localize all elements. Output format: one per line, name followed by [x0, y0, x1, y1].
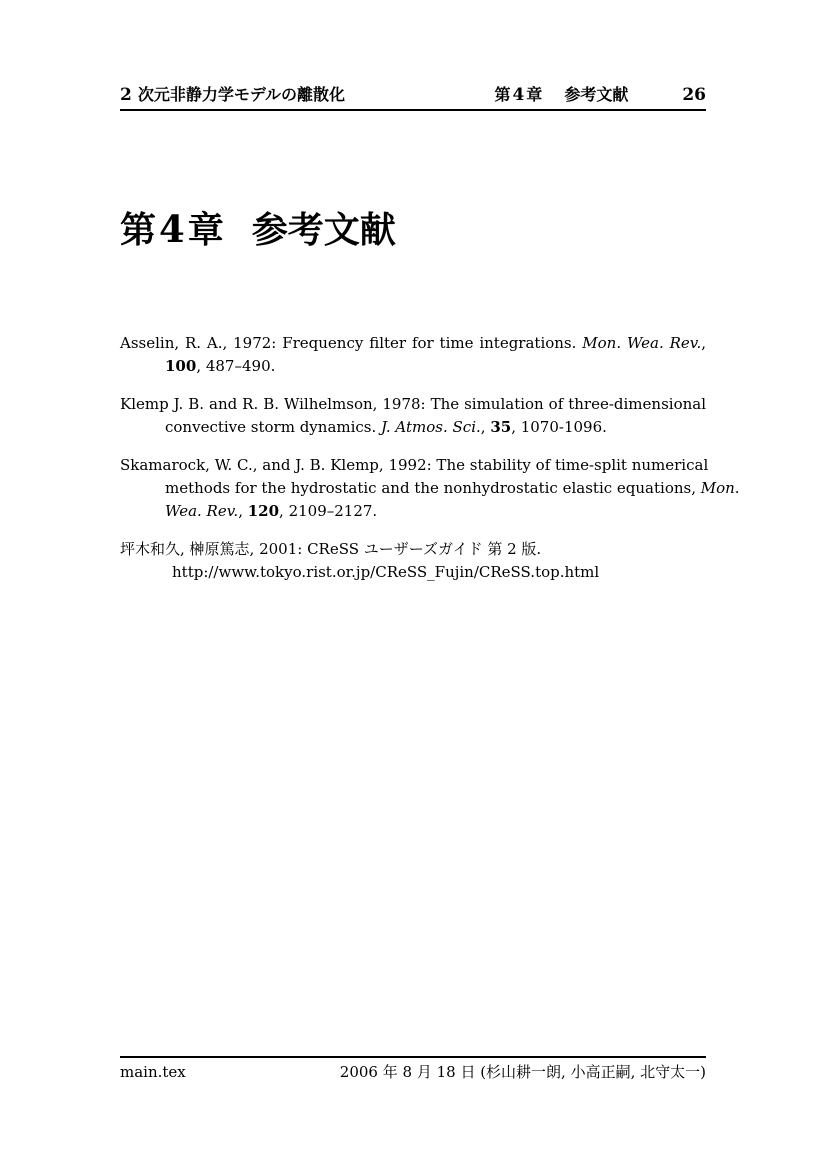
chapter-number-prefix: 第 — [120, 210, 157, 251]
volume-number: 35 — [490, 418, 512, 436]
reference-line — [120, 454, 709, 477]
reference-text: Klemp J. B. and R. B. Wilhelmson, 1978: The simulation of three-dimensional — [120, 395, 706, 413]
reference-text: Skamarock, W. C., and J. B. Klemp, 1992: The stability of time-split numerical — [120, 456, 709, 474]
volume-number: 120 — [247, 502, 280, 520]
chapter-number-suffix: 章 — [187, 210, 224, 251]
reference-line — [120, 561, 706, 584]
reference-text: , — [480, 418, 491, 436]
page-header — [120, 82, 706, 105]
running-chapter-suffix: 章 — [526, 85, 543, 104]
chapter-number: 4 — [159, 207, 185, 251]
journal-name: J. Atmos. Sci. — [381, 418, 481, 436]
reference-line — [120, 538, 706, 561]
reference-line — [120, 416, 706, 439]
chapter-heading — [120, 207, 396, 259]
running-title — [120, 82, 345, 105]
header-rule — [120, 109, 706, 111]
volume-number: 100 — [165, 357, 197, 375]
reference-text: methods for the hydrostatic and the nonhydrostatic elastic equations, — [165, 479, 701, 497]
reference-text: convective storm dynamics. — [165, 418, 382, 436]
page-number: 26 — [682, 85, 706, 105]
page-footer — [120, 1062, 706, 1082]
reference-text: , — [701, 334, 706, 352]
references-list — [120, 332, 740, 599]
reference-line — [120, 393, 706, 416]
journal-name: Wea. Rev. — [165, 502, 239, 520]
journal-name: Mon. — [700, 479, 740, 497]
chapter-title: 参考文献 — [251, 210, 396, 251]
footer-rule — [120, 1056, 706, 1058]
reference-text: 坪木和久, 榊原篤志, 2001: CReSS ユーザーズガイド 第 2 版. — [120, 540, 542, 558]
reference-url: http://www.tokyo.rist.or.jp/CReSS_Fujin/CReSS.top.html — [172, 563, 600, 581]
reference-entry-3 — [120, 454, 740, 523]
running-chapter-number: 4 — [512, 85, 525, 105]
reference-line — [120, 500, 706, 523]
reference-line — [120, 477, 740, 500]
reference-line — [120, 332, 706, 355]
reference-text: , 1070-1096. — [511, 418, 607, 436]
footer-filename: main.tex — [120, 1063, 186, 1081]
reference-text: , 487–490. — [196, 357, 276, 375]
reference-entry-2 — [120, 393, 706, 439]
running-title-text: 次元非静力学モデルの離散化 — [137, 85, 346, 104]
reference-text: Asselin, R. A., 1972: Frequency filter for time integrations. — [120, 334, 583, 352]
running-section-title: 参考文献 — [564, 85, 629, 104]
reference-entry-1 — [120, 332, 706, 378]
running-chapter-prefix: 第 — [494, 85, 511, 104]
footer-date-authors: 2006 年 8 月 18 日 (杉山耕一朗, 小高正嗣, 北守太一) — [339, 1063, 706, 1081]
reference-text: , 2109–2127. — [279, 502, 378, 520]
running-chapter — [494, 82, 706, 105]
reference-line — [120, 355, 706, 378]
journal-name: Mon. Wea. Rev. — [582, 334, 702, 352]
reference-text: , — [238, 502, 248, 520]
reference-entry-4 — [120, 538, 706, 584]
running-title-number: 2 — [120, 85, 132, 105]
